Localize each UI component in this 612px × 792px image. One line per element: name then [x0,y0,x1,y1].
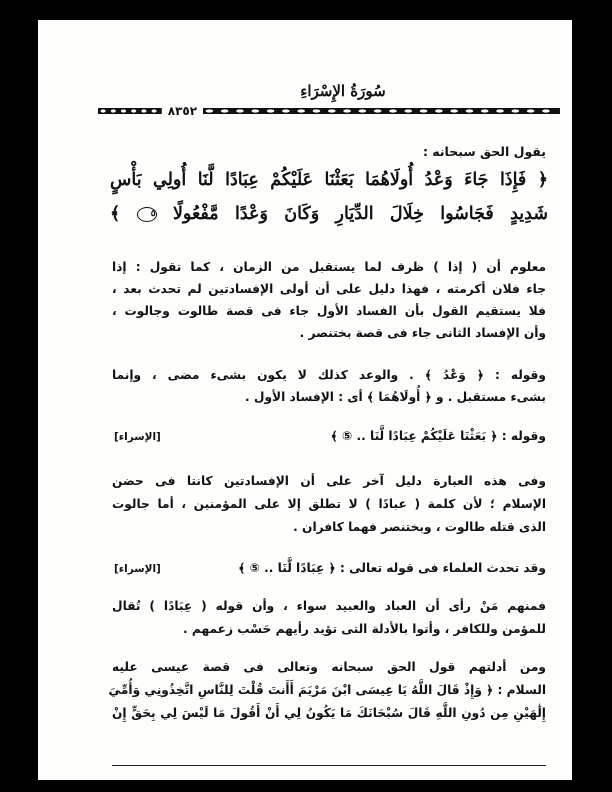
verse-line-2-text: شَدِيدٍ فَجَاسُوا خِلَالَ الدِّيَارِ وَكَانَ وَعْدًا مَّفْعُولًا [172,204,549,224]
para6-line-2: للمؤمن وللكافر ، وأتوا بالأدلة التى تؤيد رأيهم حَسْب زعمهم . [183,622,546,636]
intro-line: يقول الحق سبحانه : [422,144,546,159]
footer-divider [112,765,546,766]
para2-line-2: بشىء مستقبل . و ﴿ أُولَاهُمَا ﴾ أى : الإفساد الأول . [245,390,546,404]
para6-line-1: فمنهم مَنْ رأى أن العباد والعبيد سواء ، وأن قوله ( عِبَادًا ) تُقال [112,599,546,613]
para7-line-1: ومن أدلتهم قول الحق سبحانه وتعالى فى قصة عيسى عليه [112,660,546,674]
para4-line-3: الذى قتله طالوت ، وبختنصر فهما كافران . [293,520,546,534]
quran-verse-line-2 [110,204,548,224]
para1-line-3: فلا يستقيم القول بأن الفساد الأول جاء فى قصة طالوت وجالوت ، [112,304,546,318]
para7-line-3: إِلَٰهَيْنِ مِن دُونِ اللَّهِ قَالَ سُبْحَانَكَ مَا يَكُونُ لِي أَنْ أَقُولَ مَا لَيْسَ لِي بِحَقٍّ إِنْ [112,706,546,720]
para5-quote: وقد تحدث العلماء فى قوله تعالى : ﴿ عِبَادًا لَّنَا .. ⑤ ﴾ [238,561,546,575]
document-page [38,20,572,780]
para1-line-1: معلوم أن ( إذا ) ظرف لما يستقبل من الزمان ، كما تقول : إذا [112,260,546,274]
para2-line-1: وقوله : ﴿ وَعْدُ ﴾ . والوعد كذلك لا يكون بشىء مضى ، وإنما [112,368,546,382]
para5-surah-reference: [الإسراء] [114,563,161,575]
quran-verse-line-1: ﴿ فَإِذَا جَاءَ وَعْدُ أُولَاهُمَا بَعَثْنَا عَلَيْكُمْ عِبَادًا لَّنَا أُولِي بَأْسٍ [110,170,548,190]
para4-line-2: الإسلام ؛ لأن كلمة ( عبادًا ) لا تطلق إلا على المؤمنين ، أما جالوت [112,497,546,511]
header-ornament-chain [98,104,560,118]
para1-line-4: وأن الإفساد الثانى جاء فى قصة بختنصر . [299,326,546,340]
verse-close-bracket: ﴾ [110,204,121,224]
para3-quote: وقوله : ﴿ بَعَثْنَا عَلَيْكُمْ عِبَادًا لَّنَا .. ⑤ ﴾ [330,429,546,443]
para7-line-2: السلام : ﴿ وَإِذْ قَالَ اللَّهُ يَا عِيسَى ابْنَ مَرْيَمَ أَأَنتَ قُلْتَ لِلنَّاسِ اتَّخِذُونِي وَأُمِّيَ [108,683,546,697]
ayah-number-marker: ٥ [137,207,157,222]
para1-line-2: جاء فلان أكرمته ، فهذا دليل على أن أولى الإفسادتين لم تحدث بعد ، [112,282,546,296]
ornament-right [203,105,560,117]
para3-surah-reference: [الإسراء] [114,431,161,443]
page-number: ٨٣٥٢ [167,104,198,118]
ornament-left [98,105,162,117]
para4-line-1: وفى هذه العبارة دليل آخر على أن الإفسادتين كانتا فى حضن [112,474,546,488]
surah-title: سُورَةُ الإِسْرَاءِ [300,82,386,100]
